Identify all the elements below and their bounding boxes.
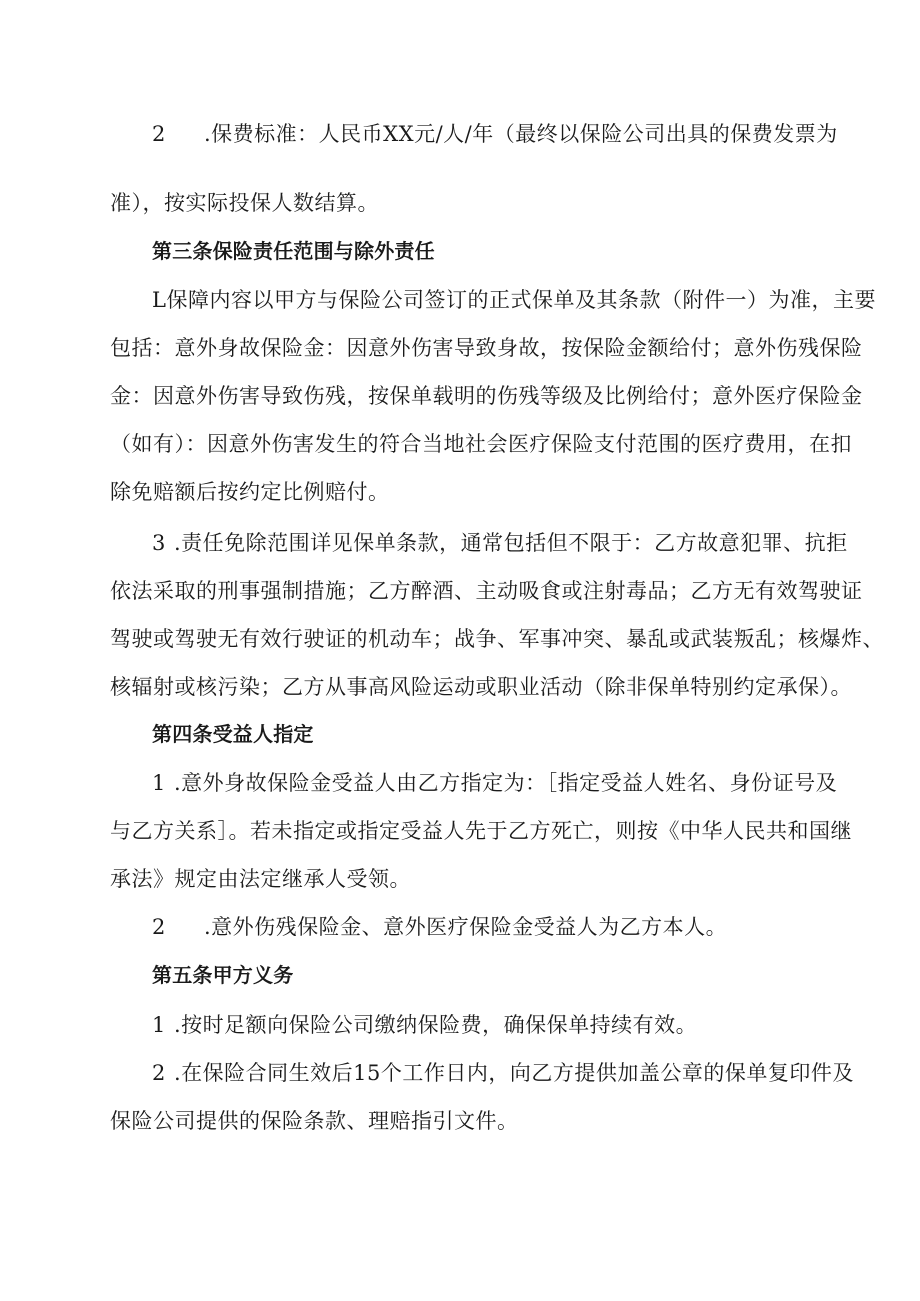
premium-clause-line-2: 准），按实际投保人数结算。	[110, 191, 379, 215]
article-4-item-2-text: .意外伤残保险金、意外医疗保险金受益人为乙方本人。	[204, 915, 728, 939]
article-3-para-3-line-1	[152, 530, 848, 556]
article-4-item-1-text: .意外身故保险金受益人由乙方指定为：［指定受益人姓名、身份证号及	[174, 771, 838, 795]
article-4-heading: 第四条受益人指定	[152, 722, 314, 746]
article-3-para-3-number: 3	[152, 531, 166, 555]
article-3-para-3-line-2: 依法采取的刑事强制措施；乙方醉酒、主动吸食或注射毒品；乙方无有效驾驶证	[110, 579, 863, 603]
article-5-item-2-line-1	[152, 1060, 854, 1086]
article-3-para-1-line-5: 除免赔额后按约定比例赔付。	[110, 480, 390, 504]
article-4-item-2	[152, 914, 727, 940]
article-4-item-2-number: 2	[152, 915, 166, 939]
premium-clause-line-1	[152, 121, 838, 147]
article-5-item-2-text: .在保险合同生效后15个工作日内，向乙方提供加盖公章的保单复印件及	[174, 1061, 854, 1085]
article-3-para-3-text: .责任免除范围详见保单条款，通常包括但不限于：乙方故意犯罪、抗拒	[174, 531, 848, 555]
article-3-para-3-line-3: 驾驶或驾驶无有效行驶证的机动车；战争、军事冲突、暴乱或武装叛乱；核爆炸、	[110, 627, 884, 651]
article-3-heading: 第三条保险责任范围与除外责任	[152, 239, 435, 263]
article-3-para-1-line-4: （如有）：因意外伤害发生的符合当地社会医疗保险支付范围的医疗费用，在扣	[110, 432, 852, 456]
article-3-para-1-line-2: 包括：意外身故保险金：因意外伤害导致身故，按保险金额给付；意外伤残保险	[110, 336, 863, 360]
article-5-item-1-text: .按时足额向保险公司缴纳保险费，确保保单持续有效。	[174, 1013, 698, 1037]
article-4-item-1-line-2: 与乙方关系］。若未指定或指定受益人先于乙方死亡，则按《中华人民共和国继	[110, 819, 852, 843]
article-3-para-1-line-3: 金：因意外伤害导致伤残，按保单载明的伤残等级及比例给付；意外医疗保险金	[110, 384, 863, 408]
article-4-item-1-line-3: 承法》规定由法定继承人受领。	[110, 867, 411, 891]
article-5-heading: 第五条甲方义务	[152, 963, 294, 987]
article-4-item-1-line-1	[152, 770, 838, 796]
article-5-item-2-line-2: 保险公司提供的保险条款、理赔指引文件。	[110, 1109, 519, 1133]
premium-clause-number: 2	[152, 122, 166, 146]
article-3-para-3-line-4: 核辐射或核污染；乙方从事高风险运动或职业活动（除非保单特别约定承保）。	[110, 675, 852, 699]
article-4-item-1-number: 1	[152, 771, 166, 795]
article-5-item-1-number: 1	[152, 1013, 166, 1037]
article-3-para-1-line-1: L保障内容以甲方与保险公司签订的正式保单及其条款（附件一）为准，主要	[152, 288, 876, 312]
article-5-item-1	[152, 1012, 697, 1038]
premium-clause-text: .保费标准：人民币XX元/人/年（最终以保险公司出具的保费发票为	[204, 122, 838, 146]
article-5-item-2-number: 2	[152, 1061, 166, 1085]
